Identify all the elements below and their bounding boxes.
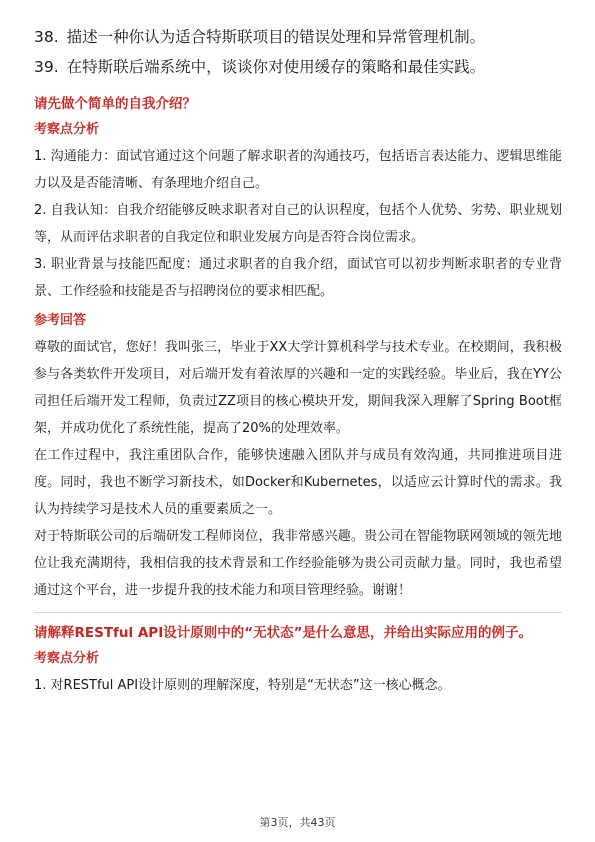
question-number: 38. — [34, 28, 59, 46]
page-content — [34, 22, 562, 699]
page-footer: 第3页，共43页 — [259, 816, 336, 829]
analysis-paragraph: 2. 自我认知：自我介绍能够反映求职者对自己的认识程度，包括个人优势、劣势、职业规划等，从而评估求职者的自我定位和职业发展方向是否符合岗位需求。 — [34, 203, 562, 245]
analysis-paragraph: 1. 沟通能力：面试官通过这个问题了解求职者的沟通技巧，包括语言表达能力、逻辑思维能力以及是否能清晰、有条理地介绍自己。 — [34, 149, 562, 191]
analysis-paragraph: 3. 职业背景与技能匹配度：通过求职者的自我介绍，面试官可以初步判断求职者的专业背景、工作经验和技能是否与招聘岗位的要求相匹配。 — [34, 257, 562, 299]
question-number: 39. — [34, 58, 59, 76]
section-restful — [34, 621, 562, 699]
section-question: 请解释RESTful API设计原则中的“无状态”是什么意思，并给出实际应用的例子。 — [34, 625, 532, 641]
section-question: 请先做个简单的自我介绍？ — [34, 96, 196, 112]
question-text: 描述一种你认为适合特斯联项目的错误处理和异常管理机制。 — [66, 28, 486, 46]
answer-paragraph: 在工作过程中，我注重团队合作，能够快速融入团队并与成员有效沟通，共同推进项目进度。同时，我也不断学习新技术，如Docker和Kubernetes，以适应云计算时代的需求。我认为持续学习是技术人员的重要素质之一。 — [34, 448, 562, 517]
answer-label: 参考回答 — [34, 313, 87, 328]
section-self-intro — [34, 92, 562, 604]
section-divider — [34, 612, 562, 613]
list-item — [34, 22, 562, 52]
answer-paragraph: 对于特斯联公司的后端研发工程师岗位，我非常感兴趣。贵公司在智能物联网领域的领先地位让我充满期待，我相信我的技术背景和工作经验能够为贵公司贡献力量。同时，我也希望通过这个平台，进一步提升我的技术能力和项目管理经验。谢谢！ — [34, 529, 562, 598]
analysis-paragraph: 1. 对RESTful API设计原则的理解深度，特别是“无状态”这一核心概念。 — [34, 678, 451, 693]
question-text: 在特斯联后端系统中，谈谈你对使用缓存的策略和最佳实践。 — [66, 58, 486, 76]
analysis-label: 考察点分析 — [34, 122, 100, 137]
answer-paragraph: 尊敬的面试官，您好！我叫张三，毕业于XX大学计算机科学与技术专业。在校期间，我积极参与各类软件开发项目，对后端开发有着浓厚的兴趣和一定的实践经验。毕业后，我在YY公司担任后端开发工程师，负责过ZZ项目的核心模块开发，期间我深入理解了Spring Boot框架，并成功优化了系统性能，提高了20%的处理效率。 — [34, 340, 562, 436]
analysis-label: 考察点分析 — [34, 651, 100, 666]
list-item — [34, 52, 562, 82]
question-list — [34, 22, 562, 82]
